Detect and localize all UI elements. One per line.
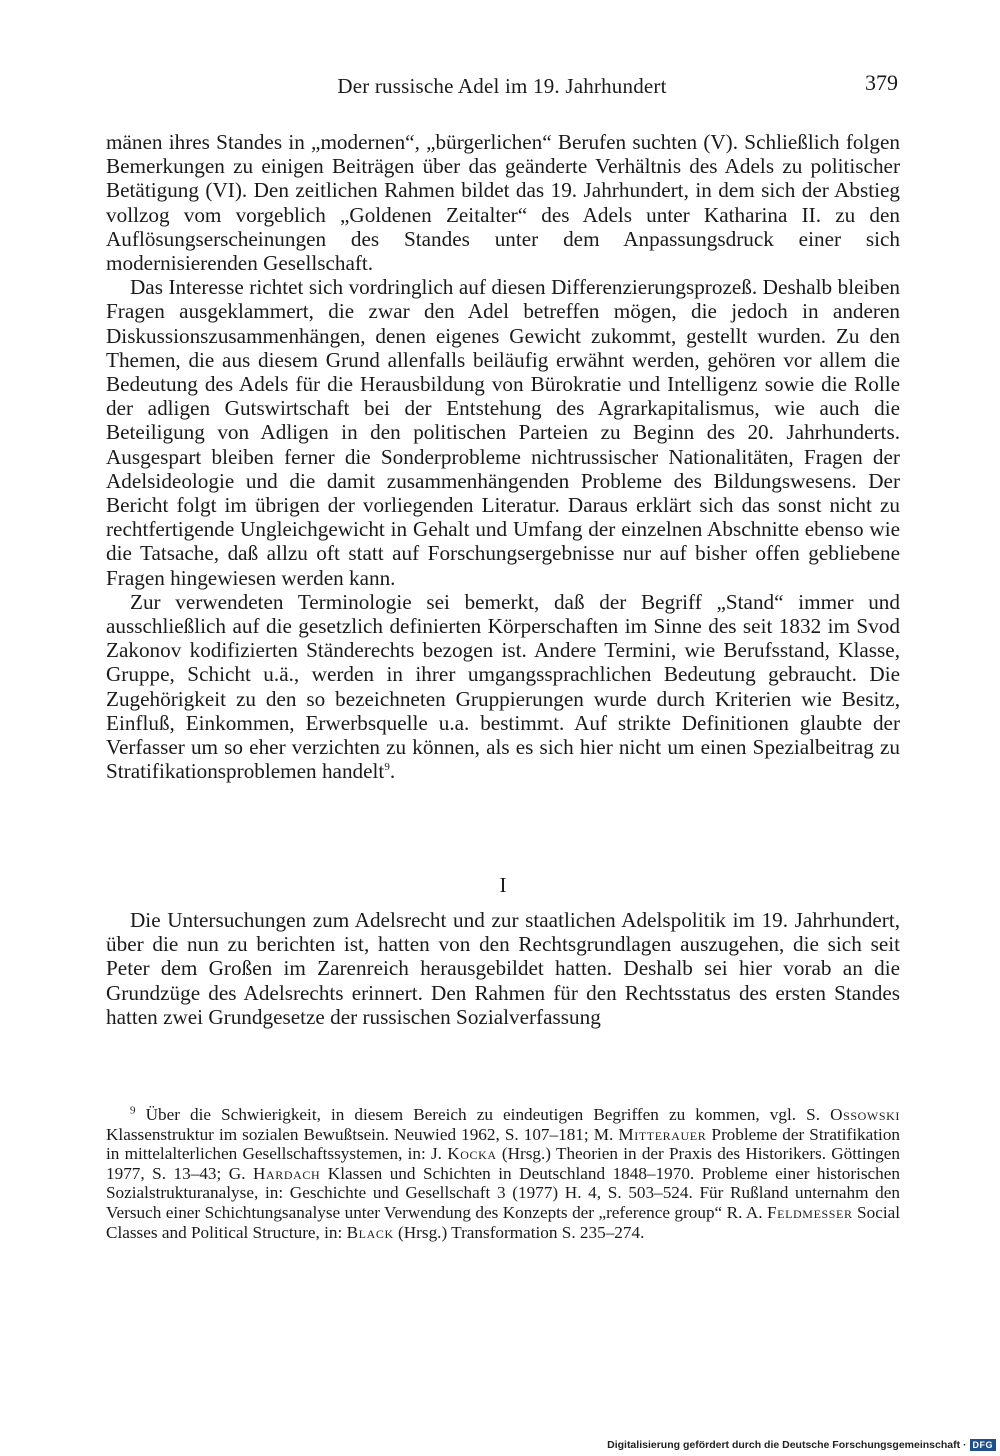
section-body <box>106 908 900 1029</box>
author-name: Kocka <box>447 1144 497 1164</box>
footnote <box>106 1105 900 1242</box>
running-title: Der russische Adel im 19. Jahrhundert <box>337 74 667 98</box>
footnote-text: (Hrsg.) Transformation S. 235–274. <box>393 1222 645 1242</box>
page-number: 379 <box>865 70 898 95</box>
digitization-credit <box>607 1438 996 1452</box>
paragraph-text: Zur verwendeten Terminologie sei bemerkt, daß der Begriff „Stand“ immer und ausschließlich auf die gesetzlich definierten Körperschaften im Sinne des seit 1832 im Svod Zakonov kodifizierten Ständerechts bezogen ist. Andere Termini, wie Berufsstand, Klasse, Gruppe, Schicht u.ä., werden in ihrer umgangssprachlichen Bedeutung gebraucht. Die Zugehörigkeit zu den so bezeichneten Gruppierungen wurde durch Kriterien wie Besitz, Einfluß, Einkommen, Erwerbsquelle u.a. bestimmt. Auf strikte Definitionen glaubte der Verfasser um so eher verzichten zu können, als es sich hier nicht um einen Spezialbeitrag zu Stratifikationsproblemen handelt <box>106 589 900 784</box>
author-name: Mitterauer <box>618 1124 707 1144</box>
page-header <box>106 70 898 106</box>
body-text <box>106 130 900 783</box>
paragraph: Zur verwendeten Terminologie sei bemerkt, daß der Begriff „Stand“ immer und ausschließlich auf die gesetzlich definierten Körperschaften im Sinne des seit 1832 im Svod Zakonov kodifizierten Ständerechts bezogen ist. Andere Termini, wie Berufsstand, Klasse, Gruppe, Schicht u.ä., werden in ihrer umgangssprachlichen Bedeutung gebraucht. Die Zugehörigkeit zu den so bezeichneten Gruppierungen wurde durch Kriterien wie Besitz, Einfluß, Einkommen, Erwerbsquelle u.a. bestimmt. Auf strikte Definitionen glaubte der Verfasser um so eher verzichten zu können, als es sich hier nicht um einen Spezialbeitrag zu Stratifikationsproblemen handelt$^9$. <box>106 589 900 784</box>
footnote-text: (Hrsg.) Theorien in der Praxis des Historikers. Göttingen 1977, S. 13–43; G. <box>106 1144 900 1183</box>
credit-text: Digitalisierung gefördert durch die Deutsche Forschungsgemeinschaft · <box>607 1439 967 1451</box>
footnote-text: Probleme der Stratifikation in mittelalterlichen Gesellschaftssystemen, in: J. <box>106 1124 901 1164</box>
paragraph: Die Untersuchungen zum Adelsrecht und zur staatlichen Adelspolitik im 19. Jahrhundert, über die nun zu berichten ist, hatten von den Rechtsgrundlagen auszugehen, die sich seit Peter dem Großen im Zarenreich herausgebildet hatten. Deshalb sei hier vorab an die Grundzüge des Adelsrechts erinnert. Den Rahmen für den Rechtsstatus des ersten Standes hatten zwei Grundgesetze der russischen Sozialverfassung <box>106 908 900 1029</box>
author-name: Hardach <box>253 1163 321 1183</box>
footnote-reference: 9 <box>384 761 390 774</box>
author-name: Feldmesser <box>767 1202 853 1222</box>
footnote-text: Über die Schwierigkeit, in diesem Bereich zu eindeutigen Begriffen zu kommen, vgl. S. <box>135 1105 831 1124</box>
author-name: Black <box>346 1222 394 1242</box>
footnote-text: Klassen und Schichten in Deutschland 1848–1970. Probleme einer historischen Sozialstrukturanalyse, in: Geschichte und Gesellschaft 3 (1977) H. 4, S. 503–524. Für Rußland unternahm den Versuch einer Schichtungsanalyse unter Verwendung des Konzepts der „reference group“ R. A. <box>106 1163 900 1222</box>
dfg-logo: DFG <box>970 1439 997 1451</box>
author-name: Ossowski <box>830 1105 900 1124</box>
footnote-text: Social Classes and Political Structure, in: <box>106 1202 900 1242</box>
footnote-text: Klassenstruktur im sozialen Bewußtsein. Neuwied 1962, S. 107–181; M. <box>106 1124 619 1144</box>
footnote-number: 9 <box>130 1104 136 1117</box>
paragraph: Das Interesse richtet sich vordringlich auf diesen Differenzierungsprozeß. Deshalb bleiben Fragen ausgeklammert, die zwar den Adel betreffen mögen, die jedoch in anderen Diskussionszusammenhängen, denen eigenes Gewicht zukommt, gestellt wurden. Zu den Themen, die aus diesem Grund allenfalls beiläufig erwähnt werden, gehören vor allem die Bedeutung des Adels für die Herausbildung von Bürokratie und Intelligenz sowie die Rolle der adligen Gutswirtschaft bei der Entstehung des Agrarkapitalismus, wie auch die Beteiligung von Adligen in den politischen Parteien zu Beginn des 20. Jahrhunderts. Ausgespart bleiben ferner die Sonderprobleme nichtrussischer Nationalitäten, Fragen der Adelsideologie und die damit zusammenhängenden Probleme des Bildungswesens. Der Bericht folgt im übrigen der vorliegenden Literatur. Daraus erklärt sich das sonst nicht zu rechtfertigende Ungleichgewicht in Gehalt und Umfang der einzelnen Abschnitte ebenso wie die Tatsache, daß allzu oft statt auf Forschungsergebnisse nur auf bisher offen gebliebene Fragen hingewiesen werden kann. <box>106 275 900 590</box>
paragraph: mänen ihres Standes in „modernen“, „bürgerlichen“ Berufen suchten (V). Schließlich folgen Bemerkungen zu einigen Beiträgen über das geänderte Verhältnis des Adels zu politischer Betätigung (VI). Den zeitlichen Rahmen bildet das 19. Jahrhundert, in dem sich der Abstieg vollzog vom vorgeblich „Goldenen Zeitalter“ des Adels unter Katharina II. zu den Auflösungserscheinungen des Standes unter dem Anpassungsdruck einer sich modernisierenden Gesellschaft. <box>106 130 900 276</box>
section-heading: I <box>499 873 507 897</box>
